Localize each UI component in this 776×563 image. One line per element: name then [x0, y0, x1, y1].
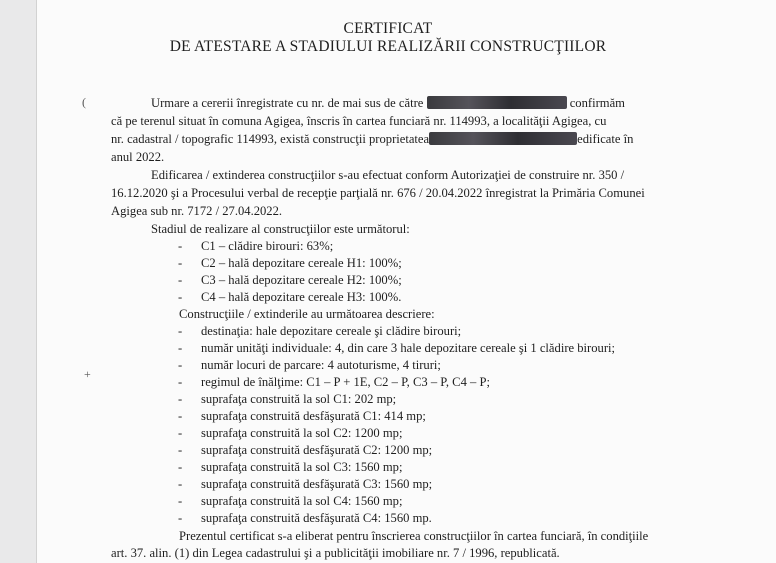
- list-bullet: -: [178, 494, 183, 508]
- descriere-item: suprafaţa construită la sol C1: 202 mp;: [201, 392, 397, 406]
- descriere-item: suprafaţa construită desfăşurată C2: 1200 mp;: [201, 443, 433, 457]
- list-bullet: -: [178, 426, 183, 440]
- descriere-item: regimul de înălţime: C1 – P + 1E, C2 – P, C3 – P, C4 – P;: [201, 375, 490, 389]
- stadiu-item: C4 – hală depozitare cereale H3: 100%.: [201, 290, 402, 304]
- list-bullet: -: [178, 375, 183, 389]
- list-bullet: -: [178, 392, 183, 406]
- paragraph-1-line-2: că pe terenul situat în comuna Agigea, înscris în cartea funciară nr. 114993, a localităţii Agigea, cu: [111, 114, 607, 128]
- list-bullet: -: [178, 341, 183, 355]
- paragraph-1-line-3: nr. cadastral / topografic 114993, există construcţii proprietatea edificate în: [111, 132, 634, 146]
- descriere-intro: Construcţiile / extinderile au următoarea descriere:: [179, 307, 435, 321]
- list-bullet: -: [178, 290, 183, 304]
- margin-mark: (: [82, 95, 86, 109]
- stadiu-item: C3 – hală depozitare cereale H2: 100%;: [201, 273, 402, 287]
- final-paragraph-line-1: Prezentul certificat s-a eliberat pentru înscrierea construcţiilor în cartea funciară, în condiţiile: [179, 529, 649, 543]
- margin-mark: +: [84, 367, 91, 381]
- descriere-item: suprafaţa construită la sol C2: 1200 mp;: [201, 426, 403, 440]
- list-bullet: -: [178, 273, 183, 287]
- descriere-item: număr locuri de parcare: 4 autoturisme, 4 tiruri;: [201, 358, 441, 372]
- final-paragraph-line-2: art. 37. alin. (1) din Legea cadastrului şi a publicităţii imobiliare nr. 7 / 1996, republicată.: [111, 546, 560, 560]
- descriere-item: număr unităţi individuale: 4, din care 3 hale depozitare cereale şi 1 clădire birouri;: [201, 341, 616, 355]
- list-bullet: -: [178, 511, 183, 525]
- list-bullet: -: [178, 256, 183, 270]
- paragraph-1-line-1: Urmare a cererii înregistrate cu nr. de mai sus de către confirmăm: [151, 96, 625, 110]
- redacted-name: [427, 96, 567, 109]
- stadiu-item: C2 – hală depozitare cereale H1: 100%;: [201, 256, 402, 270]
- list-bullet: -: [178, 409, 183, 423]
- descriere-item: suprafaţa construită la sol C4: 1560 mp;: [201, 494, 403, 508]
- paragraph-1-line-4: anul 2022.: [111, 150, 165, 164]
- descriere-item: suprafaţa construită la sol C3: 1560 mp;: [201, 460, 403, 474]
- paragraph-2-line-1: Edificarea / extinderea construcţiilor s-au efectuat conform Autorizaţiei de construire nr. 350 /: [151, 168, 625, 182]
- document-subtitle: DE ATESTARE A STADIULUI REALIZĂRII CONSTRUCŢIILOR: [169, 38, 607, 55]
- list-bullet: -: [178, 324, 183, 338]
- list-bullet: -: [178, 358, 183, 372]
- redacted-owner: [429, 132, 577, 145]
- descriere-item: suprafaţa construită desfăşurată C4: 1560 mp.: [201, 511, 432, 525]
- document-title: CERTIFICAT: [343, 20, 433, 37]
- list-bullet: -: [178, 477, 183, 491]
- stadiu-item: C1 – clădire birouri: 63%;: [201, 239, 334, 253]
- descriere-item: suprafaţa construită desfăşurată C1: 414 mp;: [201, 409, 426, 423]
- descriere-item: suprafaţa construită desfăşurată C3: 1560 mp;: [201, 477, 433, 491]
- paragraph-2-line-3: Agigea sub nr. 7172 / 27.04.2022.: [111, 204, 283, 218]
- stadiu-intro: Stadiul de realizare al construcţiilor este următorul:: [151, 222, 410, 236]
- descriere-item: destinaţia: hale depozitare cereale şi clădire birouri;: [201, 324, 462, 338]
- list-bullet: -: [178, 239, 183, 253]
- list-bullet: -: [178, 460, 183, 474]
- paragraph-2-line-2: 16.12.2020 şi a Procesului verbal de recepţie parţială nr. 676 / 20.04.2022 înregistrat la Primăria Comunei: [111, 186, 645, 200]
- list-bullet: -: [178, 443, 183, 457]
